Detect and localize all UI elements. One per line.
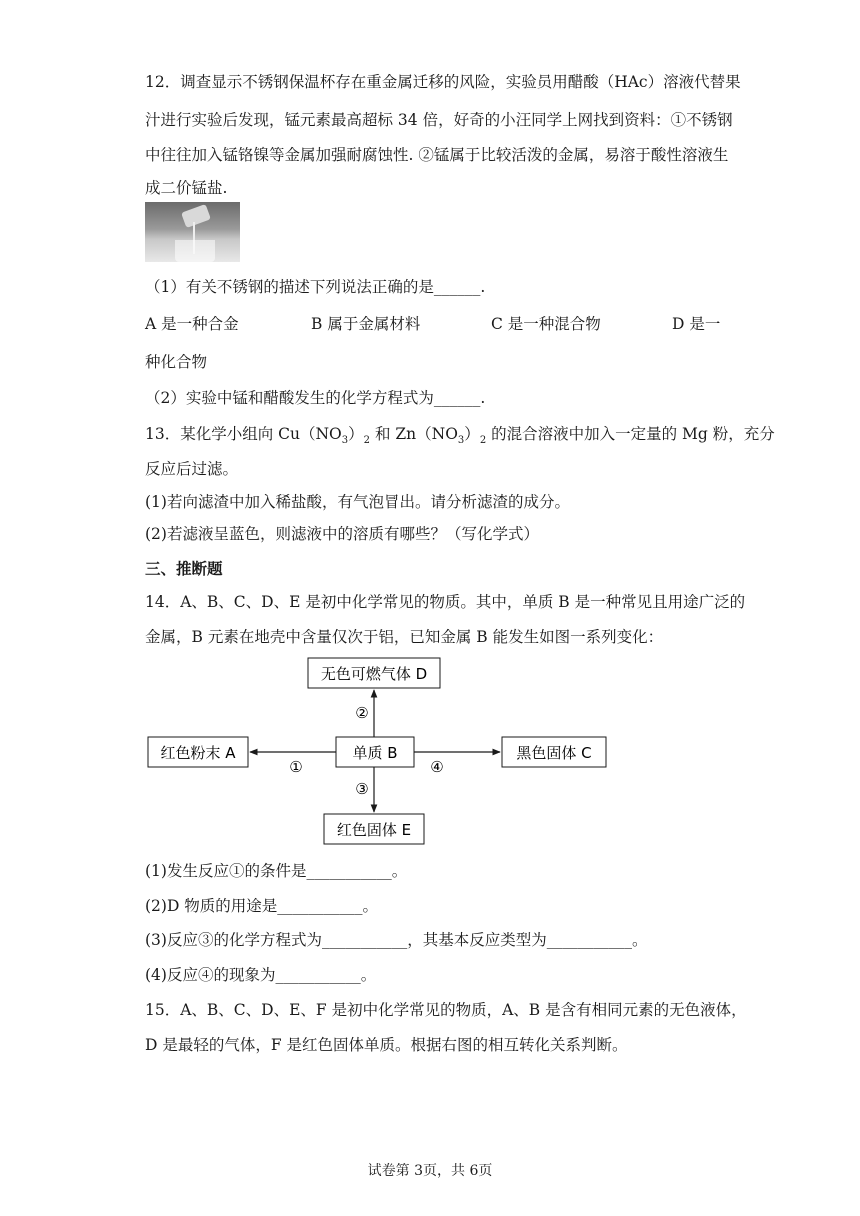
q14-line-1: 14．A、B、C、D、E 是初中化学常见的物质。其中，单质 B 是一种常见且用途广泛的 — [145, 593, 746, 611]
cup-shape — [175, 240, 215, 262]
q13-text-a: 13．某化学小组向 Cu（NO — [145, 425, 342, 443]
q14-part-3: (3)反应③的化学方程式为___________，其基本反应类型为___________。 — [145, 931, 648, 949]
q12-option-d: D 是一 — [672, 315, 721, 333]
q12-line-2: 汁进行实验后发现，锰元素最高超标 34 倍，好奇的小汪同学上网找到资料：①不锈钢 — [145, 111, 733, 129]
q14-part-2: (2)D 物质的用途是___________。 — [145, 897, 379, 915]
q13-line-2: 反应后过滤。 — [145, 460, 239, 478]
q12-part-2: （2）实验中锰和醋酸发生的化学方程式为______. — [145, 389, 486, 407]
q12-option-a: A 是一种合金 — [145, 315, 239, 333]
bottle-shape — [181, 204, 211, 228]
q13-sub-3a: 3 — [341, 435, 349, 446]
box-e-label: 红色固体 E — [336, 821, 412, 839]
label-reaction-2: ② — [355, 704, 369, 722]
q13-line-1 — [145, 424, 775, 447]
q13-paren-b: ） — [464, 425, 480, 443]
q13-text-i: 的混合溶液中加入一定量的 Mg 粉，充分 — [486, 425, 775, 443]
label-reaction-4: ④ — [430, 758, 444, 776]
q13-part-1: (1)若向滤渣中加入稀盐酸，有气泡冒出。请分析滤渣的成分。 — [145, 493, 570, 511]
box-c-label: 黑色固体 C — [516, 744, 592, 762]
q12-option-d-cont: 种化合物 — [145, 353, 208, 371]
q14-part-4: (4)反应④的现象为___________。 — [145, 966, 377, 984]
reaction-diagram — [140, 652, 620, 852]
section-title: 三、推断题 — [145, 559, 223, 578]
q14-line-2: 金属，B 元素在地壳中含量仅次于铝，已知金属 B 能发生如图一系列变化： — [145, 628, 664, 646]
q12-line-1: 12．调查显示不锈钢保温杯存在重金属迁移的风险，实验员用醋酸（HAc）溶液代替果 — [145, 73, 741, 91]
q14-part-1: (1)发生反应①的条件是___________。 — [145, 862, 408, 880]
pouring-liquid-photo — [145, 202, 240, 262]
q13-text-e: 和 Zn（NO — [370, 425, 458, 443]
q12-option-c: C 是一种混合物 — [491, 315, 601, 333]
q13-sub-2b: 2 — [479, 435, 487, 446]
box-a-label: 红色粉末 A — [160, 744, 236, 762]
label-reaction-3: ③ — [355, 780, 369, 798]
q12-line-3: 中往往加入锰铬镍等金属加强耐腐蚀性. ②锰属于比较活泼的金属，易溶于酸性溶液生 — [145, 146, 729, 164]
q12-part-1: （1）有关不锈钢的描述下列说法正确的是______. — [145, 278, 486, 296]
q15-line-1: 15．A、B、C、D、E、F 是初中化学常见的物质，A、B 是含有相同元素的无色液体， — [145, 1001, 747, 1019]
box-b-label: 单质 B — [352, 744, 398, 762]
q12-line-4: 成二价锰盐. — [145, 179, 228, 197]
q13-sub-2a: 2 — [363, 435, 371, 446]
q13-paren-a: ） — [348, 425, 364, 443]
label-reaction-1: ① — [289, 758, 303, 776]
page-footer: 试卷第 3页，共 6页 — [367, 1163, 493, 1179]
q13-part-2: (2)若滤液呈蓝色，则滤液中的溶质有哪些？（写化学式） — [145, 525, 539, 543]
q13-sub-3b: 3 — [457, 435, 465, 446]
q12-option-b: B 属于金属材料 — [311, 315, 421, 333]
q15-line-2: D 是最轻的气体，F 是红色固体单质。根据右图的相互转化关系判断。 — [145, 1036, 628, 1054]
box-d-label: 无色可燃气体 D — [320, 665, 428, 683]
